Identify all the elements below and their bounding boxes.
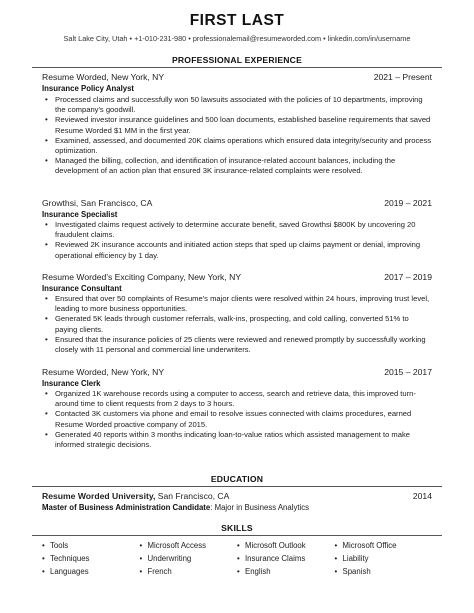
section-divider (32, 67, 442, 68)
section-divider (32, 535, 442, 536)
job-dates: 2015 – 2017 (384, 367, 432, 377)
skill-item: • Microsoft Office (335, 541, 433, 551)
job-title: Insurance Clerk (42, 379, 101, 388)
job-company: Resume Worded, New York, NY (42, 72, 165, 82)
skill-item: • Liability (335, 554, 433, 564)
list-item: • Managed the billing, collection, and identification of insurance-related account balances, including the development of an action plan that ensured 3K insurance-related complaints were resolved. (42, 156, 432, 176)
job-header (42, 367, 432, 377)
skill-item: • English (237, 567, 335, 577)
job-header (42, 198, 432, 208)
job-title: Insurance Specialist (42, 210, 118, 219)
skill-item: • Techniques (42, 554, 140, 564)
list-item: • Reviewed investor insurance guidelines and 500 loan documents, established baseline requirements that saved Resume Worded $1 MM in the first year. (42, 115, 432, 135)
education-degree (42, 503, 432, 512)
list-item: • Generated 40 reports within 3 months indicating loan-to-value ratios which assisted management to make informed strategic decisions. (42, 430, 432, 450)
list-item: • Examined, assessed, and documented 20K claims operations which ensured data integrity/security and process optimization. (42, 136, 432, 156)
skill-item: • Insurance Claims (237, 554, 335, 564)
job-header (42, 72, 432, 82)
education-year: 2014 (412, 491, 432, 501)
list-item: • Reviewed 2K insurance accounts and initiated action steps that sped up claims payment or denial, improving operational efficiency by 1 day. (42, 240, 432, 260)
job-bullets (42, 389, 432, 450)
job-dates: 2021 – Present (373, 72, 432, 82)
skill-item: • French (140, 567, 238, 577)
candidate-name: FIRST LAST (189, 12, 285, 29)
list-item: • Investigated claims request actively to determine accurate benefit, saved Growthsi $800K by uncovering 20 fraudulent claims. (42, 220, 432, 240)
skill-item: • Underwriting (140, 554, 238, 564)
school-name: Resume Worded University, (42, 491, 156, 501)
list-item: • Generated 5K leads through customer referrals, walk-ins, prospecting, and cold calling, converted 51% to paying clients. (42, 314, 432, 334)
contact-line: Salt Lake City, Utah • +1-010-231-980 • professionalemail@resumeworded.com • linkedin.com/in/username (63, 34, 411, 43)
section-title-skills: SKILLS (221, 523, 253, 533)
job-dates: 2019 – 2021 (384, 198, 432, 208)
skill-item: • Microsoft Access (140, 541, 238, 551)
list-item: • Organized 1K warehouse records using a computer to access, search and retrieve data, this improved turn-around time to client requests from 2 days to 3 hours. (42, 389, 432, 409)
skill-item: • Microsoft Outlook (237, 541, 335, 551)
job-bullets (42, 294, 432, 355)
skill-item: • Tools (42, 541, 140, 551)
job-bullets (42, 220, 432, 261)
job-company: Growthsi, San Francisco, CA (42, 198, 153, 208)
section-title-education: EDUCATION (210, 474, 264, 484)
skill-item: • Spanish (335, 567, 433, 577)
list-item: • Ensured that over 50 complaints of Resume's major clients were resolved within 24 hours, improving trust level, leading to more business opportunities. (42, 294, 432, 314)
list-item: • Contacted 3K customers via phone and email to resolve issues connected with claims procedures, earned Resume Worded proactive company of 2015. (42, 409, 432, 429)
list-item: • Processed claims and successfully won 50 lawsuits associated with the policies of 10 departments, improving the company's goodwill. (42, 95, 432, 115)
job-company: Resume Worded's Exciting Company, New York, NY (42, 272, 242, 282)
job-company: Resume Worded, New York, NY (42, 367, 165, 377)
degree-name: Master of Business Administration Candidate (42, 503, 211, 512)
skills-grid (42, 541, 432, 577)
list-item: • Ensured that the insurance policies of 25 clients were reviewed and renewed promptly by successfully working closely with 11 personal and commercial line underwriters. (42, 335, 432, 355)
section-title-experience: PROFESSIONAL EXPERIENCE (171, 55, 303, 65)
job-bullets (42, 95, 432, 177)
section-divider (32, 486, 442, 487)
degree-major: : Major in Business Analytics (210, 503, 310, 512)
job-header (42, 272, 432, 282)
education-school (42, 491, 229, 501)
skill-item: • Languages (42, 567, 140, 577)
job-title: Insurance Consultant (42, 284, 122, 293)
job-dates: 2017 – 2019 (384, 272, 432, 282)
school-location: San Francisco, CA (155, 491, 230, 501)
education-header (42, 491, 432, 501)
job-title: Insurance Policy Analyst (42, 84, 135, 93)
